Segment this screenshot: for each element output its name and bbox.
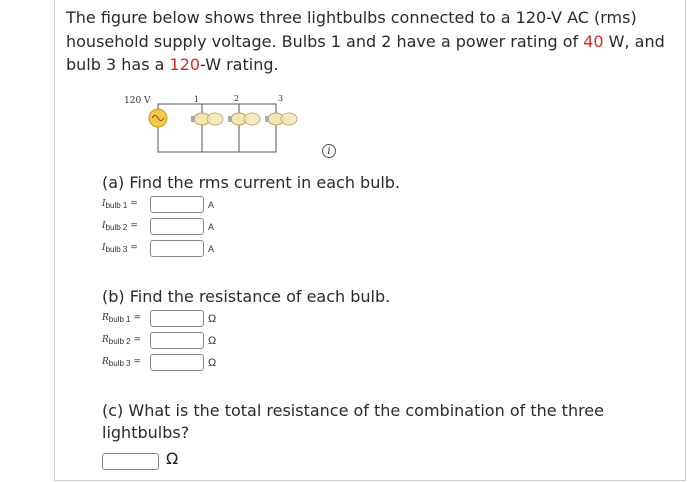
resistance-unit-1: Ω — [208, 312, 217, 325]
resistance-bulb-2-input[interactable] — [150, 332, 204, 349]
current-row-2 — [102, 218, 214, 235]
resistance-bulb-1-input[interactable] — [150, 310, 204, 327]
resistance-row-3 — [102, 354, 216, 371]
problem-text-3: -W rating. — [200, 55, 279, 74]
bulb-1-label: 1 — [194, 95, 200, 104]
bulb-2-icon — [228, 113, 260, 125]
current-bulb-1-input[interactable] — [150, 196, 204, 213]
bulb3-power-value: 120 — [169, 55, 201, 74]
resistance-unit-2: Ω — [208, 334, 217, 347]
current-label-1: $I_{bulb 1}$ = — [102, 199, 138, 210]
question-c: (c) What is the total resistance of the combination of the three lightbulbs? — [102, 401, 604, 442]
circuit-diagram — [118, 90, 328, 156]
current-label-3: $I_{bulb 3}$ = — [102, 243, 138, 254]
ac-source-icon — [149, 109, 167, 127]
bulb-2-label: 2 — [234, 94, 240, 103]
resistance-row-1 — [102, 310, 216, 327]
current-bulb-2-input[interactable] — [150, 218, 204, 235]
resistance-unit-3: Ω — [208, 356, 217, 369]
resistance-row-2 — [102, 332, 216, 349]
current-row-3 — [102, 240, 214, 257]
total-resistance-input[interactable] — [102, 453, 159, 470]
current-row-1 — [102, 196, 214, 213]
current-unit-3: A — [208, 243, 215, 254]
current-unit-1: A — [208, 199, 215, 210]
current-bulb-3-input[interactable] — [150, 240, 204, 257]
problem-statement — [66, 6, 678, 77]
problem-text-2: W, and bulb 3 has a — [66, 31, 665, 74]
bulb-3-label: 3 — [278, 94, 284, 103]
total-resistance-unit: Ω — [166, 449, 179, 468]
resistance-label-2: $R_{bulb 2}$ = — [102, 335, 141, 346]
resistance-label-1: $R_{bulb 1}$ = — [102, 313, 141, 324]
bulb12-power-value: 40 — [583, 31, 604, 51]
problem-text-1: The figure below shows three lightbulbs connected to a 120-V AC (rms) household supply voltage. Bulbs 1 and 2 have a power rating of — [66, 8, 637, 51]
current-label-2: $I_{bulb 2}$ = — [102, 221, 138, 232]
current-unit-2: A — [208, 221, 215, 232]
bulb-1-icon — [191, 113, 223, 125]
resistance-bulb-3-input[interactable] — [150, 354, 204, 371]
bulb-3-icon — [265, 113, 297, 125]
voltage-source-label: 120 V — [124, 96, 151, 106]
resistance-label-3: $R_{bulb 3}$ = — [102, 357, 141, 368]
info-circle-icon[interactable]: i — [322, 144, 336, 158]
question-a: (a) Find the rms current in each bulb. — [102, 173, 401, 192]
question-b: (b) Find the resistance of each bulb. — [102, 287, 391, 306]
